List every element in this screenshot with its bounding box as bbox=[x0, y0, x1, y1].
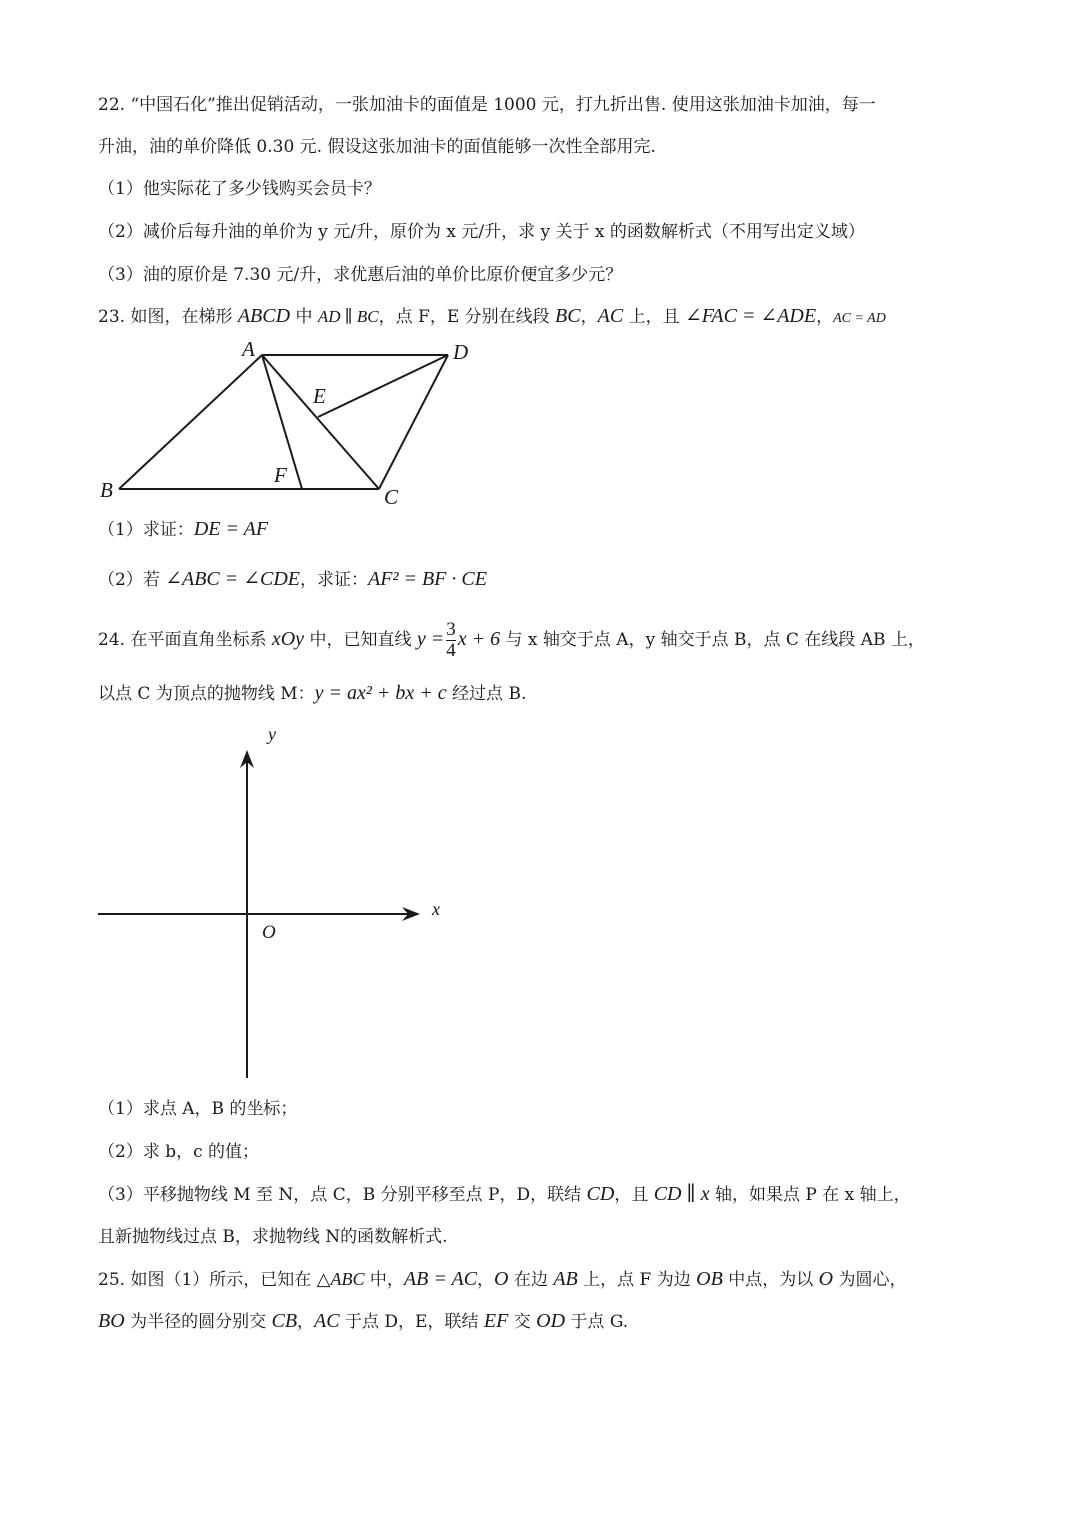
q24-sub1: （1）求点 A，B 的坐标； bbox=[98, 1099, 298, 1119]
q24-stem-line2: 以点 C 为顶点的抛物线 M：y = ax² + bx + c 经过点 B. bbox=[98, 682, 527, 704]
q22-stem-line1: 22. “中国石化”推出促销活动，一张加油卡的面值是 1000 元，打九折出售. 使用这张加油卡加油，每一 bbox=[98, 95, 876, 115]
q22-sub1: （1）他实际花了多少钱购买会员卡？ bbox=[98, 179, 381, 199]
q23-sub1: （1）求证：DE = AF bbox=[98, 518, 269, 540]
label-E: E bbox=[313, 384, 326, 408]
q22-sub2: （2）减价后每升油的单价为 y 元/升，原价为 x 元/升，求 y 关于 x 的函数解析式（不用写出定义域） bbox=[98, 222, 865, 242]
q24-stem-line1: 24. 在平面直角坐标系 xOy 中，已知直线 y = $\frac{3}{4}$ x + 6 与 x 轴交于点 A，y 轴交于点 B，点 C 在线段 AB 上， bbox=[98, 619, 925, 661]
q24-sub3-line1: （3）平移抛物线 M 至 N，点 C，B 分别平移至点 P，D，联结 CD，且 CD ∥ x 轴，如果点 P 在 x 轴上， bbox=[98, 1183, 911, 1205]
segment-DC bbox=[379, 355, 448, 489]
label-F: F bbox=[274, 463, 287, 487]
segment-DE bbox=[318, 355, 448, 417]
q23-sub2: （2）若 ∠ABC = ∠CDE，求证：AF² = BF · CE bbox=[98, 568, 487, 590]
label-A: A bbox=[242, 337, 255, 361]
segment-AB bbox=[119, 355, 262, 489]
coordinate-axes bbox=[0, 700, 1080, 1090]
q23-stem: 23. 如图，在梯形 ABCD 中 AD ∥ BC，点 F，E 分别在线段 BC，AC 上，且 ∠FAC = ∠ADE，AC = AD bbox=[98, 305, 886, 327]
q22-sub3: （3）油的原价是 7.30 元/升，求优惠后油的单价比原价便宜多少元？ bbox=[98, 265, 623, 285]
q24-sub2: （2）求 b，c 的值； bbox=[98, 1142, 260, 1162]
x-axis-label: x bbox=[432, 899, 440, 919]
q22-stem-line2: 升油，油的单价降低 0.30 元. 假设这张加油卡的面值能够一次性全部用完. bbox=[98, 137, 656, 157]
q24-sub3-line2: 且新抛物线过点 B，求抛物线 N的函数解析式. bbox=[98, 1227, 448, 1247]
origin-label: O bbox=[262, 922, 276, 943]
fraction-three-quarters: $\frac{3}{4}$ bbox=[446, 619, 456, 661]
y-axis-label: y bbox=[268, 724, 276, 744]
label-D: D bbox=[453, 340, 469, 364]
label-B: B bbox=[100, 478, 113, 502]
q25-stem-line1: 25. 如图（1）所示，已知在 △ABC 中，AB = AC，O 在边 AB 上，点 F 为边 OB 中点，为以 O 为圆心， bbox=[98, 1268, 907, 1290]
label-C: C bbox=[384, 485, 399, 509]
q25-stem-line2: BO 为半径的圆分别交 CB，AC 于点 D，E，联结 EF 交 OD 于点 G. bbox=[98, 1310, 629, 1332]
trapezoid-figure bbox=[0, 0, 1080, 520]
